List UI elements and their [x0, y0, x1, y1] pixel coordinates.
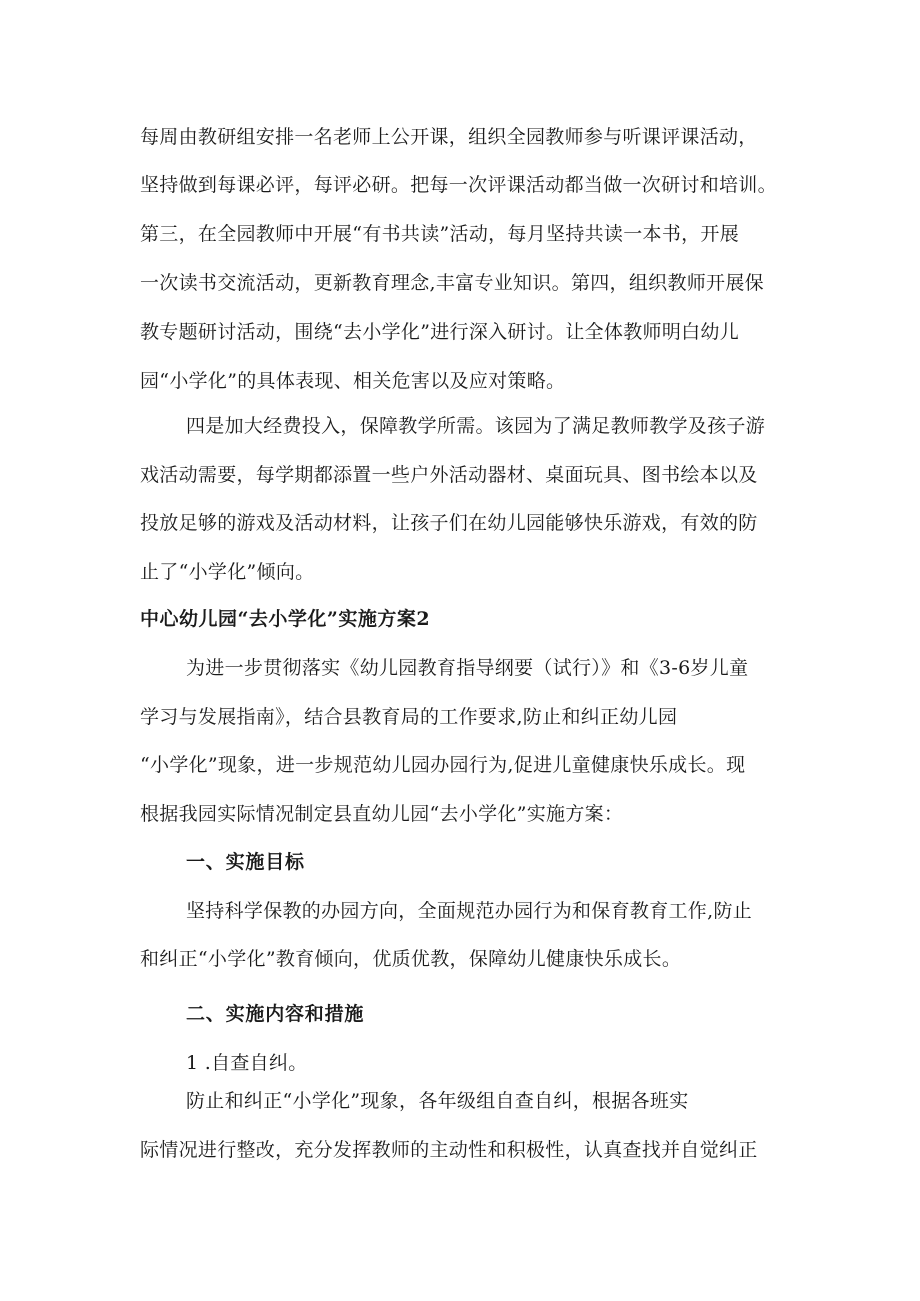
body-text-line: 戏活动需要，每学期都添置一些户外活动器材、桌面玩具、图书绘本以及 — [140, 464, 758, 486]
body-text-line: 为进一步贯彻落实《幼儿园教育指导纲要（试行）》和《3-6岁儿童 — [186, 657, 749, 679]
body-text-line: 止了“小学化”倾向。 — [140, 561, 315, 583]
body-text-line: 第三，在全园教师中开展“有书共读”活动，每月坚持共读一本书，开展 — [140, 223, 740, 245]
body-text-line: 防止和纠正“小学化”现象，各年级组自查自纠，根据各班实 — [186, 1090, 689, 1112]
body-text-line: 坚持做到每课必评，每评必研。把每一次评课活动都当做一次研讨和培训。 — [140, 174, 777, 196]
section-title: 中心幼儿园“去小学化”实施方案2 — [140, 608, 431, 630]
subsection-heading: 一、实施目标 — [186, 851, 305, 873]
body-text-line: 四是加大经费投入，保障教学所需。该园为了满足教师教学及孩子游 — [186, 415, 766, 437]
body-text-line: 教专题研讨活动，围绕“去小学化”进行深入研讨。让全体教师明白幼儿 — [140, 321, 740, 343]
list-item-heading: 1 .自查自纠。 — [186, 1052, 308, 1074]
subsection-heading: 二、实施内容和措施 — [186, 1003, 365, 1025]
body-text-line: 每周由教研组安排一名老师上公开课，组织全园教师参与听课评课活动， — [140, 126, 758, 148]
body-text-line: 坚持科学保教的办园方向，全面规范办园行为和保育教育工作,防止 — [186, 900, 753, 922]
body-text-line: “小学化”现象，进一步规范幼儿园办园行为,促进儿童健康快乐成长。现 — [140, 754, 746, 776]
body-text-line: 学习与发展指南》，结合县教育局的工作要求,防止和纠正幼儿园 — [140, 706, 678, 728]
body-text-line: 投放足够的游戏及活动材料，让孩子们在幼儿园能够快乐游戏，有效的防 — [140, 512, 758, 534]
body-text-line: 一次读书交流活动，更新教育理念,丰富专业知识。第四，组织教师开展保 — [140, 272, 764, 294]
body-text-line: 根据我园实际情况制定县直幼儿园“去小学化”实施方案： — [140, 803, 624, 825]
body-text-line: 园“小学化”的具体表现、相关危害以及应对策略。 — [140, 370, 566, 392]
body-text-line: 际情况进行整改，充分发挥教师的主动性和积极性，认真查找并自觉纠正 — [140, 1139, 758, 1161]
body-text-line: 和纠正“小学化”教育倾向，优质优教，保障幼儿健康快乐成长。 — [140, 948, 682, 970]
